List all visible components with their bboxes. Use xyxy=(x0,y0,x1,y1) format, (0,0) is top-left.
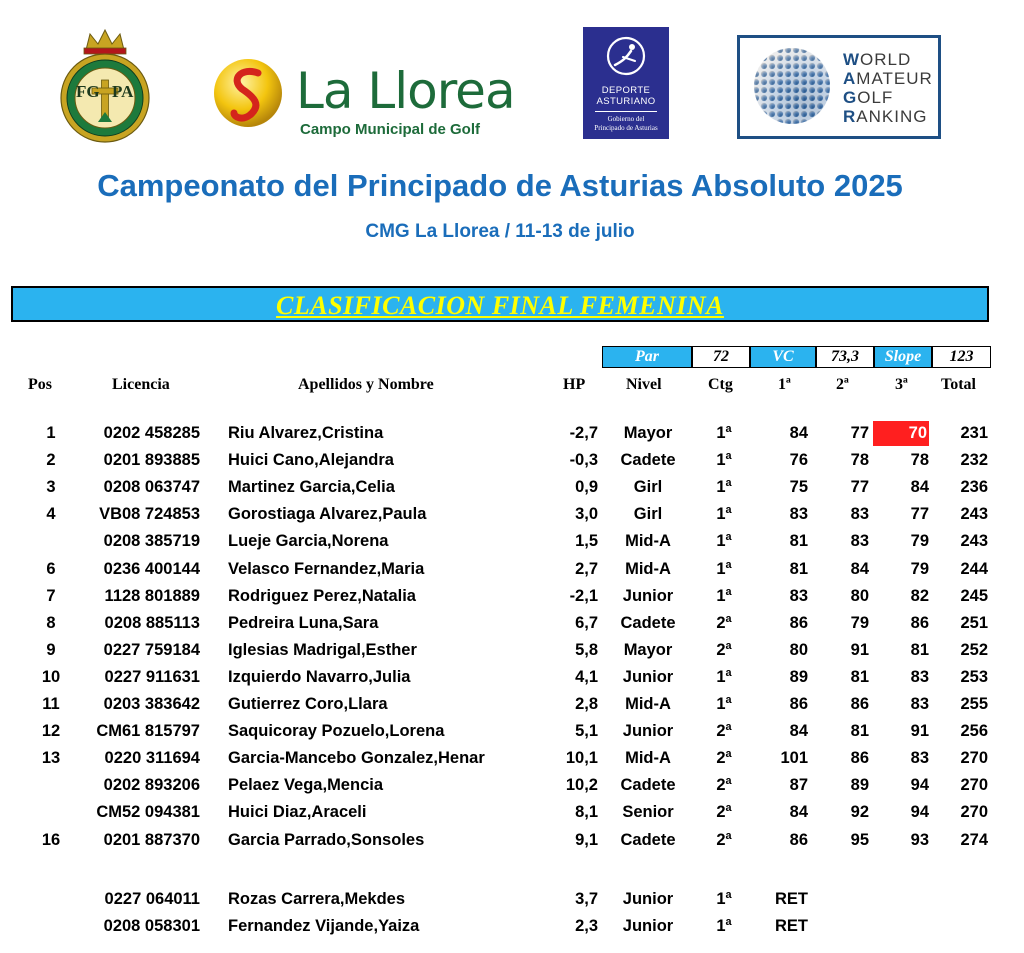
row-player-name: Huici Diaz,Araceli xyxy=(228,803,367,822)
row-handicap: 10,1 xyxy=(565,749,598,768)
row-player-name: Gutierrez Coro,Llara xyxy=(228,695,388,713)
row-round-3: 83 xyxy=(910,667,929,686)
golf-ball-icon xyxy=(212,57,284,129)
row-round-1: 76 xyxy=(789,451,808,470)
row-total: 253 xyxy=(960,667,988,686)
row-handicap: 0,9 xyxy=(575,478,598,497)
row-license: CM52 094381 xyxy=(96,803,200,822)
classification-banner xyxy=(11,286,989,322)
row-round-3: 78 xyxy=(910,451,929,470)
retired-row xyxy=(0,913,1000,940)
row-round-3: 83 xyxy=(910,749,929,768)
la-llorea-brand: La Llorea xyxy=(296,62,515,120)
row-position: 12 xyxy=(41,722,61,741)
par-label: Par xyxy=(602,346,692,368)
row-round-2: 86 xyxy=(850,749,869,768)
table-row xyxy=(0,772,1000,799)
row-level: Cadete xyxy=(620,451,676,470)
row-handicap: 10,2 xyxy=(565,776,598,795)
row-position: 9 xyxy=(46,640,56,659)
row-player-name: Izquierdo Navarro,Julia xyxy=(228,667,411,686)
row-round-3-best: 70 xyxy=(873,421,929,446)
page-title: Campeonato del Principado de Asturias Absoluto 2025 xyxy=(97,168,903,203)
row-license: 0201 893885 xyxy=(103,451,200,470)
table-row xyxy=(0,691,1000,718)
row-license: 0208 058301 xyxy=(103,917,200,935)
wagr-letter-w: W xyxy=(843,50,861,69)
row-player-name: Velasco Fernandez,Maria xyxy=(228,559,425,578)
row-total: 232 xyxy=(960,451,988,470)
row-round-3: 83 xyxy=(910,695,929,713)
row-round-2: 92 xyxy=(850,803,869,822)
row-category: 2ª xyxy=(716,830,732,849)
wagr-logo xyxy=(737,35,941,139)
row-handicap: -2,7 xyxy=(569,424,598,442)
row-category: 2ª xyxy=(716,803,732,822)
row-handicap: 5,8 xyxy=(575,640,598,659)
row-round-1: 84 xyxy=(789,424,808,442)
row-category: 2ª xyxy=(716,776,732,795)
fgpa-letters-left: FG xyxy=(76,82,100,101)
row-handicap: 5,1 xyxy=(575,722,598,741)
row-player-name: Lueje Garcia,Norena xyxy=(228,532,389,551)
row-round-2: 81 xyxy=(850,722,869,741)
row-category: 1ª xyxy=(716,478,732,497)
row-round-1: 83 xyxy=(789,586,808,605)
row-license: 0208 063747 xyxy=(103,478,200,497)
row-position: 16 xyxy=(41,830,61,849)
row-round-1: 80 xyxy=(789,640,808,659)
table-row xyxy=(0,610,1000,637)
deporte-line-4: Principado de Asturias xyxy=(594,123,658,132)
row-round-2: 86 xyxy=(850,695,869,713)
vc-label: VC xyxy=(750,346,816,368)
deporte-line-1: DEPORTE xyxy=(601,85,651,96)
row-round-2: 77 xyxy=(850,424,869,442)
row-category: 1ª xyxy=(716,505,732,524)
row-license: 1128 801889 xyxy=(104,586,200,605)
row-level: Mayor xyxy=(623,424,673,442)
row-position: 8 xyxy=(46,613,56,632)
row-license: 0227 064011 xyxy=(104,890,200,908)
row-total: 274 xyxy=(960,830,988,849)
row-player-name: Rodriguez Perez,Natalia xyxy=(228,586,416,605)
table-row xyxy=(0,528,1000,555)
row-level: Junior xyxy=(622,667,674,686)
row-round-1: 75 xyxy=(789,478,808,497)
row-position: 13 xyxy=(41,749,61,768)
row-license: 0208 385719 xyxy=(103,532,200,551)
row-category: 1ª xyxy=(716,424,732,442)
row-player-name: Garcia Parrado,Sonsoles xyxy=(228,830,425,849)
row-round-1: 86 xyxy=(789,613,808,632)
row-player-name: Iglesias Madrigal,Esther xyxy=(228,640,417,659)
row-round-2: 83 xyxy=(850,532,869,551)
row-level: Junior xyxy=(622,917,674,935)
row-license: 0227 759184 xyxy=(103,640,200,659)
table-row xyxy=(0,745,1000,772)
row-license: 0227 911631 xyxy=(104,667,200,686)
row-round-1: 89 xyxy=(789,667,808,686)
row-round-1: 81 xyxy=(789,532,808,551)
row-handicap: 3,7 xyxy=(575,890,598,908)
row-round-2: 89 xyxy=(850,776,869,795)
row-level: Junior xyxy=(622,890,674,908)
row-position: 4 xyxy=(46,505,56,524)
row-total: 255 xyxy=(960,695,988,713)
par-value: 72 xyxy=(692,346,750,368)
row-round-1: 81 xyxy=(789,559,808,578)
row-category: 1ª xyxy=(716,451,732,470)
table-row xyxy=(0,799,1000,826)
wagr-letter-a: A xyxy=(843,69,857,88)
row-category: 1ª xyxy=(716,667,732,686)
row-license: 0236 400144 xyxy=(103,559,200,578)
wagr-wordmark xyxy=(843,50,933,126)
row-round-1: RET xyxy=(775,890,808,908)
row-category: 1ª xyxy=(716,532,732,551)
row-license: CM61 815797 xyxy=(96,722,200,741)
row-handicap: 4,1 xyxy=(575,667,598,686)
row-player-name: Garcia-Mancebo Gonzalez,Henar xyxy=(228,749,485,768)
row-round-3: 77 xyxy=(910,505,929,524)
row-license: 0202 458285 xyxy=(103,424,200,442)
row-level: Cadete xyxy=(620,830,676,849)
row-round-2: 84 xyxy=(850,559,869,578)
col-header-total: Total xyxy=(941,376,976,393)
deporte-line-2: ASTURIANO xyxy=(596,96,656,107)
row-round-1: RET xyxy=(775,917,808,935)
table-row xyxy=(0,556,1000,583)
row-category: 1ª xyxy=(716,917,732,935)
row-category: 2ª xyxy=(716,613,732,632)
row-handicap: 8,1 xyxy=(575,803,598,822)
row-position: 3 xyxy=(46,478,56,497)
col-header-nombre: Apellidos y Nombre xyxy=(298,376,434,393)
row-level: Mid-A xyxy=(625,695,671,713)
row-level: Junior xyxy=(622,722,674,741)
row-round-3: 79 xyxy=(910,532,929,551)
row-round-2: 81 xyxy=(850,667,869,686)
row-category: 1ª xyxy=(716,695,732,713)
row-category: 1ª xyxy=(716,890,732,908)
fgpa-letters-right: PA xyxy=(112,82,134,101)
row-round-2: 80 xyxy=(850,586,869,605)
table-row xyxy=(0,420,1000,447)
row-position: 2 xyxy=(46,451,56,470)
row-total: 231 xyxy=(960,424,988,442)
row-player-name: Pelaez Vega,Mencia xyxy=(228,776,384,795)
row-player-name: Martinez Garcia,Celia xyxy=(228,478,395,497)
row-total: 256 xyxy=(960,722,988,741)
table-row xyxy=(0,501,1000,528)
row-handicap: 2,7 xyxy=(575,559,598,578)
row-level: Senior xyxy=(622,803,674,822)
row-player-name: Huici Cano,Alejandra xyxy=(228,451,394,470)
row-round-1: 86 xyxy=(789,830,808,849)
deporte-divider xyxy=(595,111,657,112)
row-player-name: Fernandez Vijande,Yaiza xyxy=(228,917,420,935)
row-round-3: 93 xyxy=(910,830,929,849)
dotted-globe-icon xyxy=(752,46,832,126)
row-round-2: 77 xyxy=(850,478,869,497)
row-category: 1ª xyxy=(716,559,732,578)
vc-value: 73,3 xyxy=(816,346,874,368)
row-handicap: -2,1 xyxy=(569,586,598,605)
row-round-1: 87 xyxy=(789,776,808,795)
row-round-3: 81 xyxy=(910,640,929,659)
row-total: 244 xyxy=(960,559,988,578)
row-license: 0203 383642 xyxy=(103,695,200,713)
col-header-round-3: 3ª xyxy=(895,376,908,393)
col-header-round-1: 1ª xyxy=(778,376,791,393)
row-license: 0220 311694 xyxy=(104,749,200,768)
row-round-2: 95 xyxy=(850,830,869,849)
row-total: 251 xyxy=(960,613,988,632)
row-total: 243 xyxy=(960,505,988,524)
runner-circle-icon xyxy=(605,35,647,77)
row-round-1: 83 xyxy=(789,505,808,524)
wagr-letter-r: R xyxy=(843,107,857,126)
fgpa-logo xyxy=(58,28,152,144)
page-subtitle: CMG La Llorea / 11-13 de julio xyxy=(365,221,635,242)
deporte-line-3: Gobierno del xyxy=(607,115,645,123)
row-level: Mid-A xyxy=(625,749,671,768)
row-handicap: 2,3 xyxy=(575,917,598,935)
banner-text: CLASIFICACION FINAL FEMENINA xyxy=(276,291,724,320)
row-round-3: 91 xyxy=(910,722,929,741)
col-header-round-2: 2ª xyxy=(836,376,849,393)
row-position: 11 xyxy=(42,695,60,713)
col-header-hp: HP xyxy=(563,376,586,393)
row-license: VB08 724853 xyxy=(99,505,200,524)
table-row xyxy=(0,474,1000,501)
col-header-nivel: Nivel xyxy=(626,376,662,393)
row-position: 10 xyxy=(41,667,61,686)
row-total: 243 xyxy=(960,532,988,551)
deporte-asturiano-logo xyxy=(583,27,669,139)
row-round-3: 94 xyxy=(910,776,929,795)
row-player-name: Riu Alvarez,Cristina xyxy=(228,424,384,442)
row-category: 2ª xyxy=(716,749,732,768)
wagr-word-ranking: ANKING xyxy=(856,107,928,126)
table-row xyxy=(0,718,1000,745)
row-round-2: 79 xyxy=(850,613,869,632)
row-category: 2ª xyxy=(716,722,732,741)
col-header-licencia: Licencia xyxy=(112,376,170,393)
row-round-3: 84 xyxy=(910,478,929,497)
slope-label: Slope xyxy=(874,346,932,368)
row-handicap: 6,7 xyxy=(575,613,598,632)
la-llorea-subtitle: Campo Municipal de Golf xyxy=(300,121,481,138)
col-header-ctg: Ctg xyxy=(708,376,733,393)
row-level: Girl xyxy=(633,505,663,524)
table-row xyxy=(0,637,1000,664)
row-level: Mayor xyxy=(623,640,673,659)
wagr-word-amateur: MATEUR xyxy=(856,69,933,88)
row-player-name: Saquicoray Pozuelo,Lorena xyxy=(228,722,445,741)
row-round-2: 78 xyxy=(850,451,869,470)
row-position: 1 xyxy=(46,424,56,442)
table-row xyxy=(0,664,1000,691)
row-level: Mid-A xyxy=(625,559,671,578)
row-total: 270 xyxy=(960,776,988,795)
row-license: 0201 887370 xyxy=(103,830,200,849)
row-player-name: Pedreira Luna,Sara xyxy=(228,613,379,632)
row-total: 270 xyxy=(960,803,988,822)
wagr-letter-g: G xyxy=(843,88,858,107)
row-level: Mid-A xyxy=(625,532,671,551)
row-handicap: -0,3 xyxy=(569,451,598,470)
row-level: Girl xyxy=(633,478,663,497)
row-total: 245 xyxy=(960,586,988,605)
row-total: 236 xyxy=(960,478,988,497)
row-round-3: 86 xyxy=(910,613,929,632)
row-handicap: 1,5 xyxy=(575,532,598,551)
row-level: Cadete xyxy=(620,776,676,795)
row-license: 0208 885113 xyxy=(104,613,200,632)
row-round-2: 91 xyxy=(850,640,869,659)
row-handicap: 9,1 xyxy=(575,830,598,849)
row-round-1: 86 xyxy=(789,695,808,713)
wagr-word-golf: OLF xyxy=(857,88,894,107)
retired-row xyxy=(0,886,1000,913)
wagr-word-world: ORLD xyxy=(860,50,912,69)
row-total: 270 xyxy=(960,749,988,768)
row-license: 0202 893206 xyxy=(103,776,200,795)
slope-value: 123 xyxy=(932,346,991,368)
row-total: 252 xyxy=(960,640,988,659)
row-level: Junior xyxy=(622,586,674,605)
row-handicap: 3,0 xyxy=(575,505,598,524)
la-llorea-logo xyxy=(212,55,524,145)
table-row xyxy=(0,447,1000,474)
row-position: 7 xyxy=(46,586,56,605)
row-handicap: 2,8 xyxy=(575,695,598,713)
row-round-1: 101 xyxy=(780,749,808,768)
row-round-1: 84 xyxy=(789,803,808,822)
row-player-name: Gorostiaga Alvarez,Paula xyxy=(228,505,427,524)
row-round-3: 94 xyxy=(910,803,929,822)
col-header-pos: Pos xyxy=(28,376,52,393)
row-category: 1ª xyxy=(716,586,732,605)
table-row xyxy=(0,583,1000,610)
row-category: 2ª xyxy=(716,640,732,659)
row-position: 6 xyxy=(46,559,56,578)
row-level: Cadete xyxy=(620,613,676,632)
row-round-1: 84 xyxy=(789,722,808,741)
row-round-3: 79 xyxy=(910,559,929,578)
table-row xyxy=(0,827,1000,854)
row-player-name: Rozas Carrera,Mekdes xyxy=(228,890,406,908)
row-round-3: 82 xyxy=(910,586,929,605)
row-round-2: 83 xyxy=(850,505,869,524)
